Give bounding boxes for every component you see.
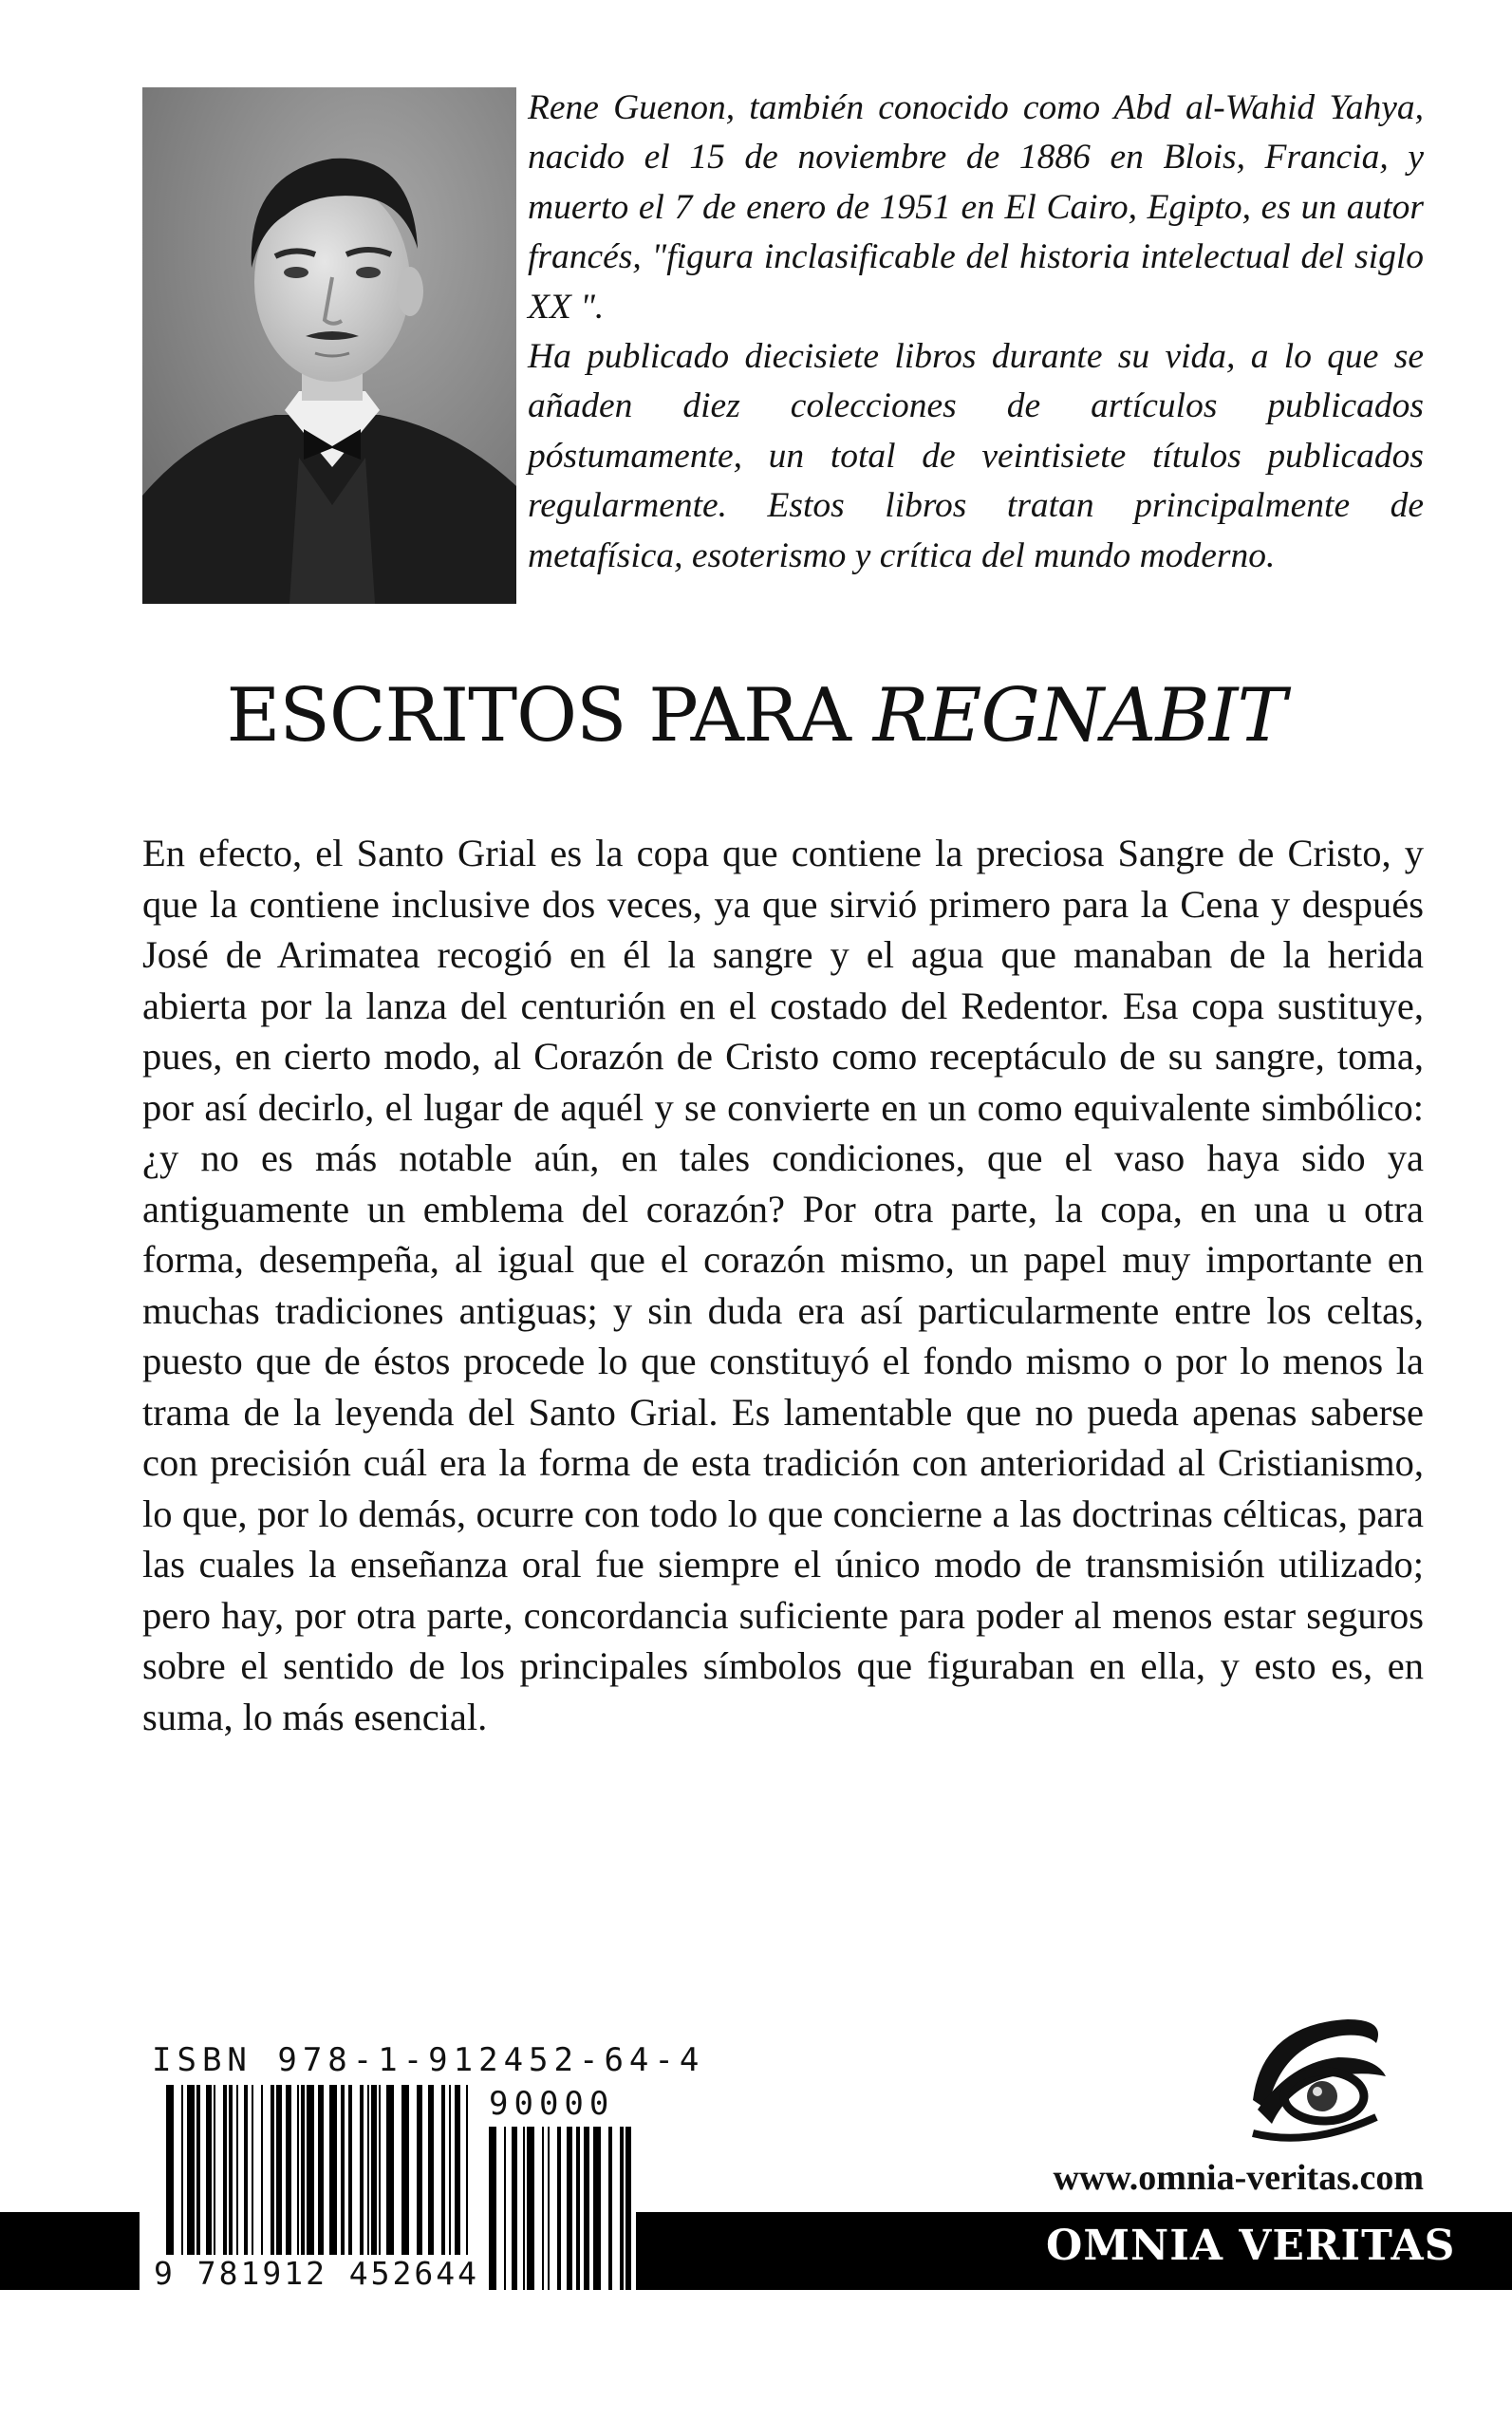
barcode-bar bbox=[625, 2127, 631, 2290]
barcode-bar bbox=[504, 2127, 506, 2290]
publisher-website[interactable]: www.omnia-veritas.com bbox=[1053, 2158, 1424, 2198]
barcode-bar bbox=[512, 2127, 517, 2290]
author-portrait bbox=[142, 87, 516, 604]
isbn-label: ISBN 978-1-912452-64-4 bbox=[152, 2041, 705, 2079]
barcode-bar bbox=[489, 2127, 496, 2290]
barcode-bar bbox=[542, 2127, 544, 2290]
footer-band-left bbox=[0, 2212, 140, 2290]
eye-logo-icon bbox=[1234, 2005, 1395, 2148]
bio-paragraph-2: Ha publicado diecisiete libros durante su vida, a lo que se añaden diez colecciones de artículos publicados póstumamente, un total de veintisiete títulos publicados regularmente. Estos libros tratan principalmente de metafísica, esoterismo y crítica del mundo moderno. bbox=[528, 337, 1424, 575]
barcode-bar bbox=[593, 2127, 601, 2290]
excerpt-paragraph: En efecto, el Santo Grial es la copa que contiene la preciosa Sangre de Cristo, y que la contiene inclusive dos veces, ya que sirvió primero para la Cena y después José de Arimatea recogió en él la sangre y el agua que manaban de la herida abierta por la lanza del centurión en el costado del Redentor. Esa copa sustituye, pues, en cierto modo, al Corazón de Cristo como receptáculo de su sangre, toma, por así decirlo, el lugar de aquél y se convierte en un como equivalente simbólico: ¿y no es más notable aún, en tales condiciones, que el vaso haya sido ya antiguamente un emblema del corazón? Por otra parte, la copa, en una u otra forma, desempeña, al igual que el corazón mismo, un papel muy importante en muchas tradiciones antiguas; y sin duda era así particularmente entre los celtas, puesto que de éstos procede lo que constituyó el fondo mismo o por lo menos la trama de la leyenda del Santo Grial. Es lamentable que no pueda apenas saberse con precisión cuál era la forma de esta tradición con anterioridad al Cristianismo, lo que, por lo demás, ocurre con todo lo que concierne a las doctrinas célticas, para las cuales la enseñanza oral fue siempre el único modo de transmisión utilizado; pero hay, por otra parte, concordancia suficiente para poder al menos estar seguros sobre el sentido de los principales símbolos que figuraban en ella, y esto es, en suma, lo más esencial. bbox=[142, 832, 1424, 1738]
bio-paragraph-1: Rene Guenon, también conocido como Abd al-Wahid Yahya, nacido el 15 de noviembre de 1886 en Blois, Francia, y muerto el 7 de enero de 1951 en El Cairo, Egipto, es un autor francés, "figura inclasificable del historia intelectual del siglo XX ". bbox=[528, 88, 1424, 327]
book-title-italic: REGNABIT bbox=[872, 673, 1286, 759]
barcode-bar bbox=[567, 2127, 572, 2290]
book-excerpt bbox=[142, 828, 1424, 1742]
barcode-bar bbox=[523, 2127, 525, 2290]
publisher-name: OMNIA VERITAS bbox=[1046, 2222, 1456, 2270]
author-bio bbox=[528, 84, 1424, 581]
barcode-bar bbox=[608, 2127, 612, 2290]
book-title bbox=[0, 670, 1512, 761]
barcode-bar bbox=[620, 2127, 624, 2290]
barcode-bar bbox=[576, 2127, 580, 2290]
barcode-bar bbox=[584, 2127, 589, 2290]
ean-digits: 9 781912 452644 bbox=[154, 2255, 480, 2292]
barcode-addon-number: 90000 bbox=[489, 2085, 615, 2123]
barcode-addon bbox=[489, 2127, 636, 2290]
book-title-roman: ESCRITOS PARA bbox=[226, 673, 873, 759]
barcode-bar bbox=[527, 2127, 534, 2290]
barcode-bar bbox=[557, 2127, 561, 2290]
barcode-bar bbox=[548, 2127, 550, 2290]
